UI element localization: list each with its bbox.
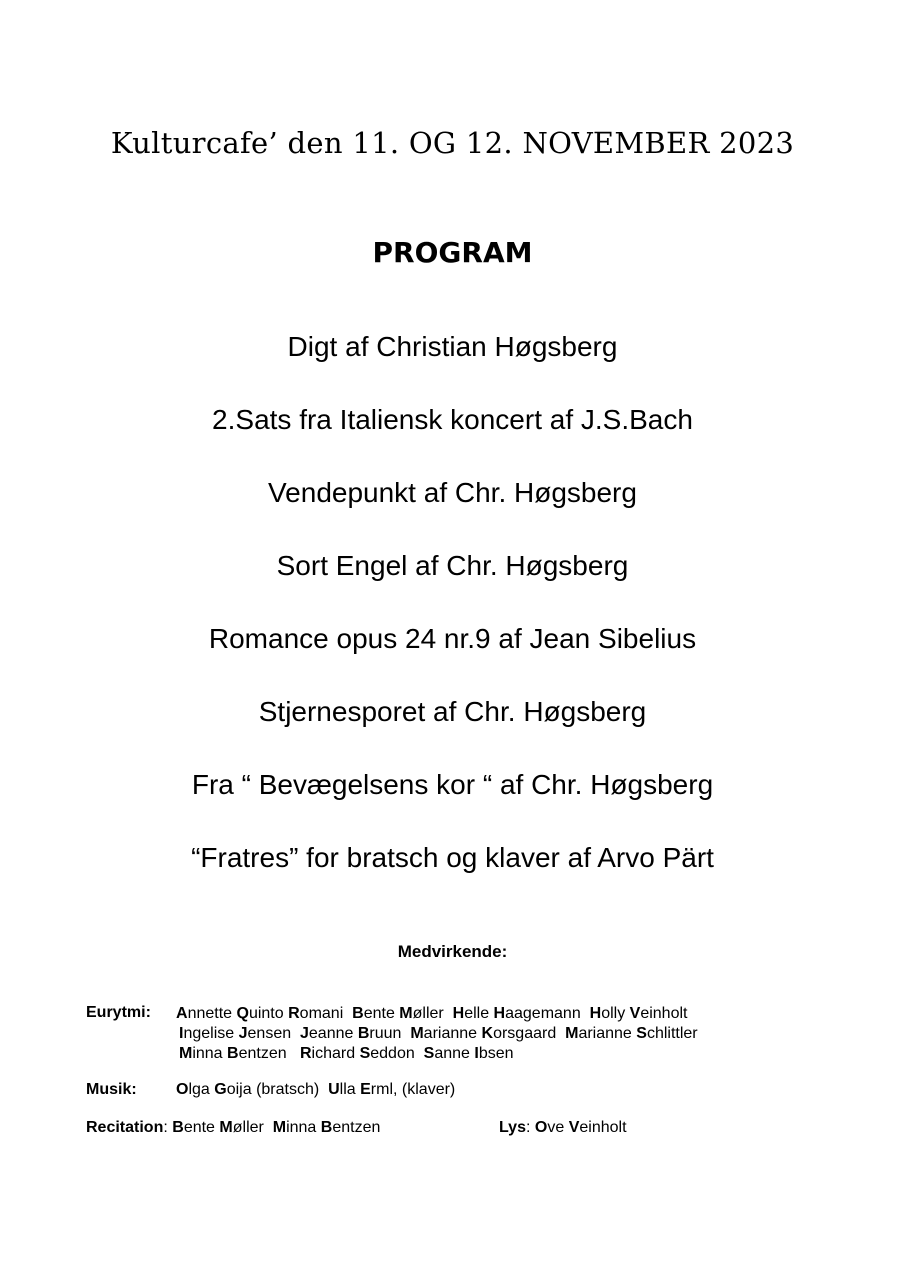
program-item: “Fratres” for bratsch og klaver af Arvo Pärt — [191, 842, 714, 873]
credits-heading: Medvirkende: — [397, 942, 508, 961]
program-item: Sort Engel af Chr. Høgsberg — [276, 550, 629, 581]
eurytmi-label: Eurytmi: — [86, 1004, 151, 1021]
recitation-row — [86, 1119, 380, 1137]
musik-label: Musik: — [86, 1081, 137, 1098]
program-item: 2.Sats fra Italiensk koncert af J.S.Bach — [212, 404, 693, 435]
lys-label: Lys — [499, 1119, 526, 1136]
lys-credit: : Ove Veinholt — [525, 1119, 627, 1136]
event-title: Kulturcafe’ den 11. OG 12. NOVEMBER 2023 — [110, 126, 795, 160]
program-item: Romance opus 24 nr.9 af Jean Sibelius — [208, 623, 697, 654]
eurytmi-line: Minna Bentzen Richard Seddon Sanne Ibsen — [179, 1045, 514, 1062]
program-item: Digt af Christian Høgsberg — [287, 331, 618, 362]
eurytmi-performers — [176, 1004, 698, 1064]
recitation-performers: : Bente Møller Minna Bentzen — [163, 1119, 381, 1136]
program-item: Vendepunkt af Chr. Høgsberg — [268, 477, 637, 508]
musik-performers: Olga Goija (bratsch) Ulla Erml, (klaver) — [176, 1081, 456, 1098]
eurytmi-line: Annette Quinto Romani Bente Møller Helle Haagemann Holly Veinholt — [176, 1005, 688, 1022]
program-heading: PROGRAM — [372, 236, 533, 269]
lys-row — [499, 1119, 627, 1137]
eurytmi-line: Ingelise Jensen Jeanne Bruun Marianne Korsgaard Marianne Schlittler — [179, 1025, 698, 1042]
program-list — [0, 327, 905, 911]
program-item: Fra “ Bevægelsens kor “ af Chr. Høgsberg — [191, 769, 714, 800]
program-item: Stjernesporet af Chr. Høgsberg — [258, 696, 647, 727]
recitation-label: Recitation — [86, 1119, 164, 1136]
